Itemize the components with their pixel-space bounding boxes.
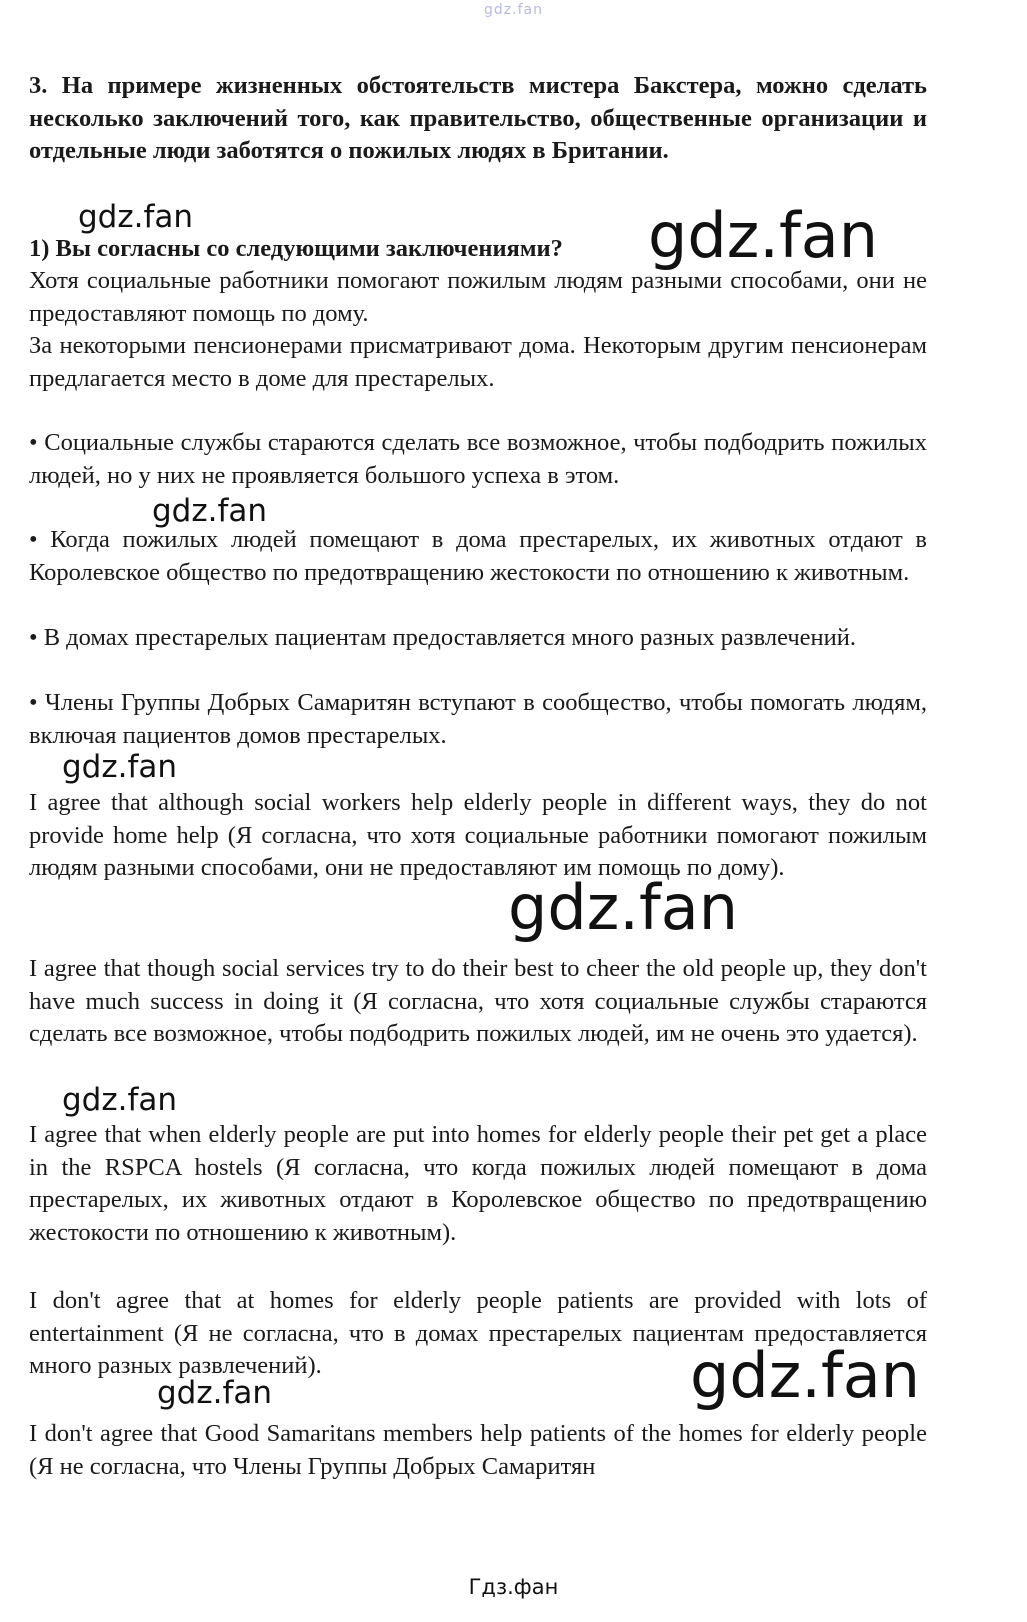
answer-paragraph: I don't agree that at homes for elderly people patients are provided with lots of entertainment (Я не согласна, что в домах престарелых пациентам предоставляется много разных развлечений). (29, 1287, 927, 1380)
footer-watermark: Гдз.фан (468, 1575, 559, 1599)
watermark: gdz.fan (62, 1082, 178, 1118)
answer-paragraph: I agree that though social services try to do their best to cheer the old people up, they don't have much success in doing it (Я согласна, что хотя социальные службы стараются сделать все возможное, чтобы подбодрить пожилых людей, им не очень это удается). (29, 955, 927, 1048)
bullet-item: • В домах престарелых пациентам предоставляется много разных развлечений. (29, 624, 856, 651)
watermark: gdz.fan (62, 749, 178, 785)
bullet-item: • Когда пожилых людей помещают в дома престарелых, их животных отдают в Королевское общество по предотвращению жестокости по отношению к животным. (29, 526, 927, 586)
header-watermark: gdz.fan (484, 2, 543, 18)
bullet-item: • Социальные службы стараются сделать все возможное, чтобы подбодрить пожилых людей, но у них не проявляется большого успеха в этом. (29, 429, 927, 489)
task-question: 1) Вы согласны со следующими заключениями? (29, 235, 563, 262)
watermark: gdz.fan (78, 199, 194, 235)
answer-paragraph: I agree that when elderly people are put into homes for elderly people their pet get a place in the RSPCA hostels (Я согласна, что когда пожилых людей помещают в дома престарелых, их животных отдают в Королевское общество по предотвращению жестокости по отношению к животным). (29, 1121, 927, 1246)
task-heading: 3. На примере жизненных обстоятельств мистера Бакстера, можно сделать несколько заключений того, как правительство, общественные организации и отдельные люди заботятся о пожилых людях в Британии. (29, 72, 927, 165)
watermark: gdz.fan (648, 199, 879, 272)
bullet-item: • Члены Группы Добрых Самаритян вступают в сообщество, чтобы помогать людям, включая пациентов домов престарелых. (29, 689, 927, 749)
answer-paragraph: I agree that although social workers help elderly people in different ways, they do not provide home help (Я согласна, что хотя социальные работники помогают пожилым людям разными способами, они не предоставляют им помощь по дому). (29, 789, 927, 882)
answer-paragraph: I don't agree that Good Samaritans members help patients of the homes for elderly people (Я не согласна, что Члены Группы Добрых Самаритян (29, 1420, 927, 1480)
watermark: gdz.fan (508, 871, 739, 944)
watermark: gdz.fan (152, 493, 268, 529)
conclusion-intro-2: За некоторыми пенсионерами присматривают дома. Некоторым другим пенсионерам предлагается место в доме для престарелых. (29, 332, 927, 392)
conclusion-intro-1: Хотя социальные работники помогают пожилым людям разными способами, они не предоставляют помощь по дому. (29, 267, 927, 327)
watermark: gdz.fan (690, 1339, 921, 1412)
watermark: gdz.fan (157, 1375, 273, 1411)
